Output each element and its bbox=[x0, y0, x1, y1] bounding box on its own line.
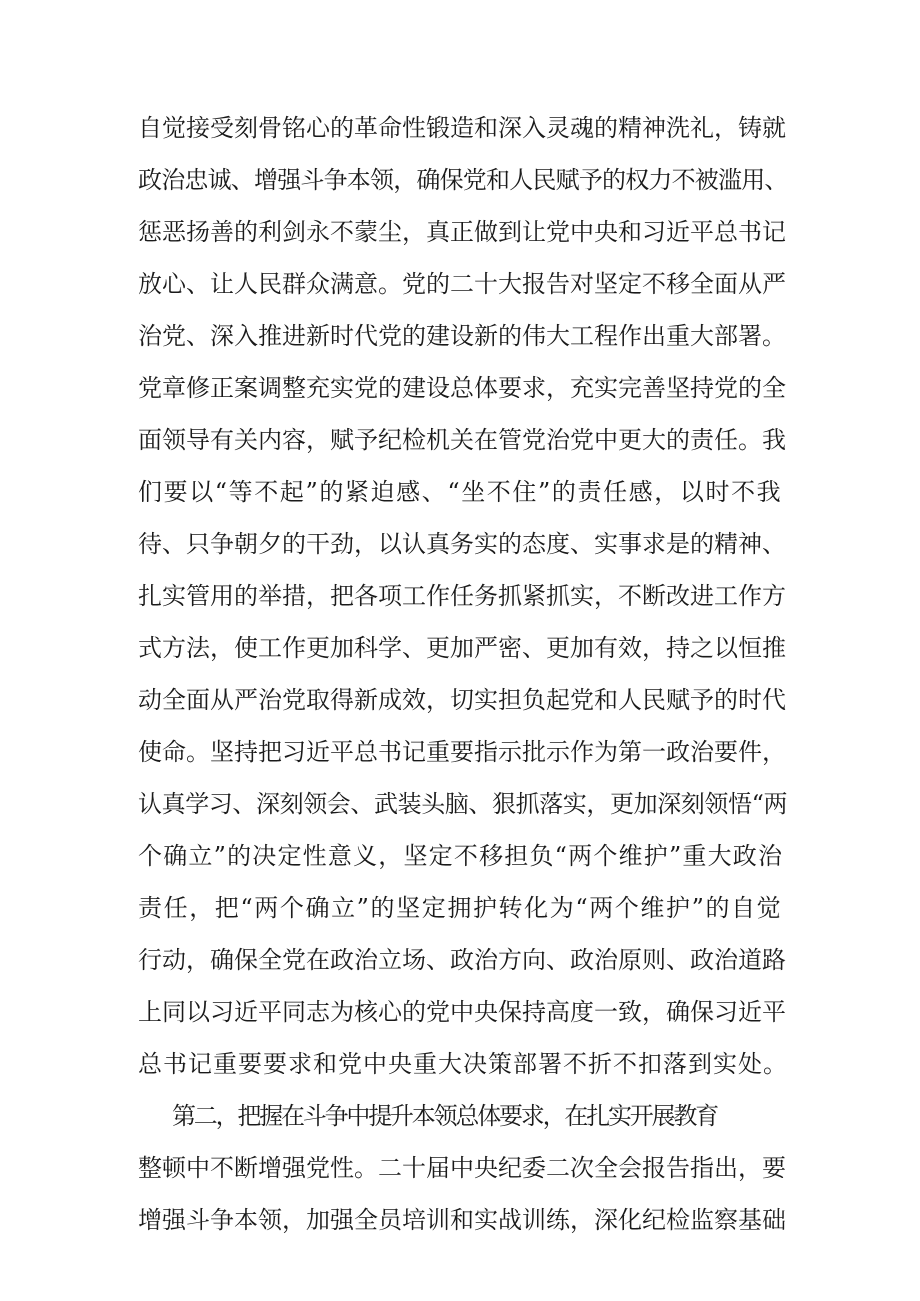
text-line-7: 面领导有关内容，赋予纪检机关在管党治党中更大的责任。我 bbox=[138, 426, 786, 454]
text-line-9: 待、只争朝夕的干劲，以认真务实的态度、实事求是的精神、 bbox=[138, 530, 786, 558]
text-line-20: 第二，把握在斗争中提升本领总体要求，在扎实开展教育 bbox=[172, 1102, 717, 1130]
text-line-6: 党章修正案调整充实党的建设总体要求，充实完善坚持党的全 bbox=[138, 374, 786, 402]
text-line-3: 惩恶扬善的利剑永不蒙尘，真正做到让党中央和习近平总书记 bbox=[138, 218, 786, 246]
text-line-5: 治党、深入推进新时代党的建设新的伟大工程作出重大部署。 bbox=[138, 322, 786, 350]
text-line-4: 放心、让人民群众满意。党的二十大报告对坚定不移全面从严 bbox=[138, 270, 786, 298]
text-line-1: 自觉接受刻骨铭心的革命性锻造和深入灵魂的精神洗礼，铸就 bbox=[138, 114, 786, 142]
text-line-17: 行动，确保全党在政治立场、政治方向、政治原则、政治道路 bbox=[138, 946, 786, 974]
text-line-18: 上同以习近平同志为核心的党中央保持高度一致，确保习近平 bbox=[138, 998, 786, 1026]
text-line-11: 式方法，使工作更加科学、更加严密、更加有效，持之以恒推 bbox=[138, 634, 786, 662]
text-line-14: 认真学习、深刻领会、武装头脑、狠抓落实，更加深刻领悟“两 bbox=[138, 790, 788, 818]
text-line-19: 总书记重要要求和党中央重大决策部署不折不扣落到实处。 bbox=[138, 1050, 788, 1078]
text-line-21: 整顿中不断增强党性。二十届中央纪委二次全会报告指出，要 bbox=[138, 1154, 786, 1182]
text-line-10: 扎实管用的举措，把各项工作任务抓紧抓实，不断改进工作方 bbox=[138, 582, 786, 610]
text-line-13: 使命。坚持把习近平总书记重要指示批示作为第一政治要件， bbox=[138, 738, 786, 766]
text-line-12: 动全面从严治党取得新成效，切实担负起党和人民赋予的时代 bbox=[138, 686, 786, 714]
text-line-2: 政治忠诚、增强斗争本领，确保党和人民赋予的权力不被滥用、 bbox=[138, 166, 788, 194]
text-line-15: 个确立”的决定性意义，坚定不移担负“两个维护”重大政治 bbox=[138, 842, 784, 870]
text-line-16: 责任，把“两个确立”的坚定拥护转化为“两个维护”的自觉 bbox=[138, 894, 783, 922]
text-line-8: 们要以“等不起”的紧迫感、“坐不住”的责任感，以时不我 bbox=[138, 478, 783, 506]
text-line-22: 增强斗争本领，加强全员培训和实战训练，深化纪检监察基础 bbox=[138, 1206, 786, 1234]
